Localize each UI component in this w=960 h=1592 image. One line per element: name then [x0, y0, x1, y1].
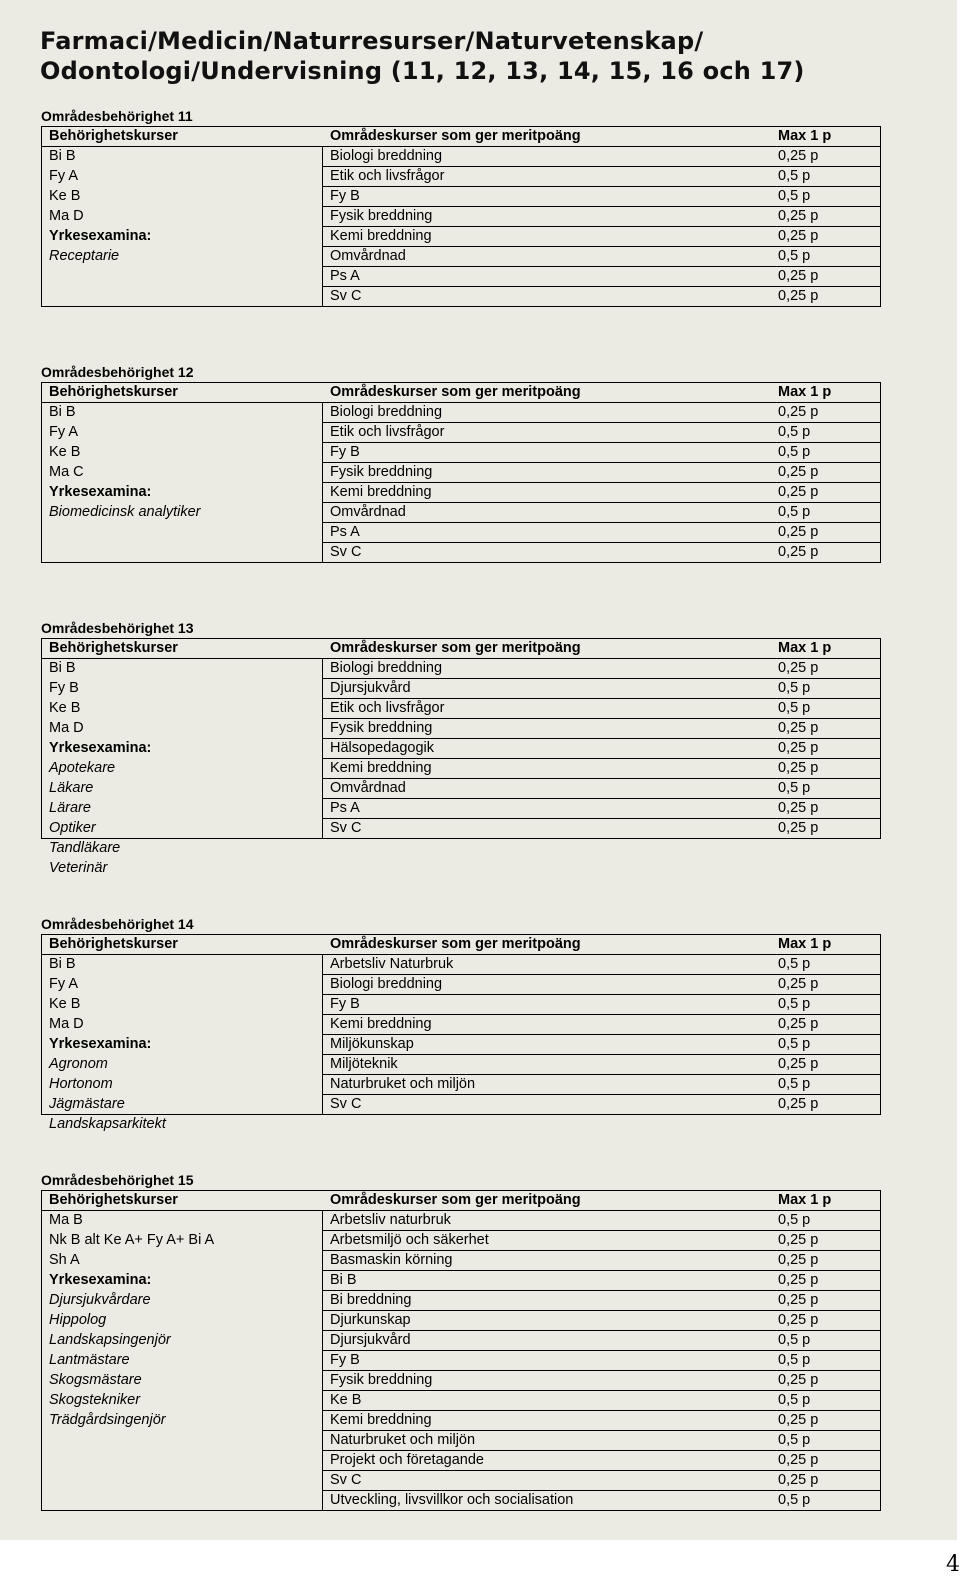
table-row	[41, 758, 881, 778]
behorighetskurs: Ke B	[49, 700, 81, 716]
omradeskurs-points: 0,25 p	[778, 1232, 819, 1248]
omradeskurs-points: 0,5 p	[778, 188, 811, 204]
section-omradesbehorighet-11	[41, 106, 881, 306]
omradeskurs-name: Hälsopedagogik	[330, 740, 434, 756]
omradeskurs-name: Omvårdnad	[330, 504, 406, 520]
table-row	[41, 994, 881, 1014]
omradeskurs-points: 0,5 p	[778, 1036, 811, 1052]
omradeskurs-points: 0,25 p	[778, 740, 819, 756]
omradeskurs-points: 0,25 p	[778, 484, 819, 500]
omradeskurs-name: Etik och livsfrågor	[330, 700, 445, 716]
omradeskurs-name: Naturbruket och miljön	[330, 1076, 476, 1092]
omradeskurs-name: Ps A	[330, 524, 360, 540]
table-row	[41, 1034, 881, 1054]
yrkesexamen-item: Läkare	[49, 780, 94, 796]
omradeskurs-name: Biologi breddning	[330, 148, 443, 164]
table-header	[41, 934, 881, 954]
omradeskurs-name: Fysik breddning	[330, 208, 433, 224]
table-row	[41, 1330, 881, 1350]
yrkesexamen-item: Trädgårdsingenjör	[49, 1412, 166, 1428]
table-row	[41, 206, 881, 226]
header-behorighetskurser: Behörighetskurser	[49, 128, 178, 144]
table-row	[41, 1350, 881, 1370]
yrkesexamina-heading: Yrkesexamina:	[49, 1036, 152, 1052]
behorighetskurs: Bi B	[49, 404, 76, 420]
omradeskurs-points: 0,5 p	[778, 1076, 811, 1092]
table-row	[41, 1450, 881, 1470]
behorighetskurs: Bi B	[49, 148, 76, 164]
yrkesexamina-heading: Yrkesexamina:	[49, 1272, 152, 1288]
omradeskurs-name: Sv C	[330, 1472, 362, 1488]
yrkesexamen-item: Hippolog	[49, 1312, 107, 1328]
table-row	[41, 166, 881, 186]
header-max-points: Max 1 p	[778, 1192, 832, 1208]
omradeskurs-points: 0,5 p	[778, 1212, 811, 1228]
header-behorighetskurser: Behörighetskurser	[49, 640, 178, 656]
omradeskurs-points: 0,25 p	[778, 1372, 819, 1388]
omradeskurs-points: 0,5 p	[778, 1392, 811, 1408]
table-row	[41, 246, 881, 266]
table-row	[41, 542, 881, 562]
omradeskurs-points: 0,25 p	[778, 1472, 819, 1488]
table-row	[41, 1230, 881, 1250]
title-line-1: Farmaci/Medicin/Naturresurser/Naturvetenskap/	[40, 27, 704, 55]
omradeskurs-points: 0,25 p	[778, 976, 819, 992]
behorighetskurs: Ke B	[49, 188, 81, 204]
page-number: 4	[946, 1552, 960, 1577]
behorighetskurs: Fy A	[49, 168, 79, 184]
omradeskurs-name: Sv C	[330, 1096, 362, 1112]
yrkesexamen-item: Apotekare	[49, 760, 116, 776]
title-line-2: Odontologi/Undervisning (11, 12, 13, 14, 15, 16 och 17)	[40, 57, 805, 85]
table-row	[41, 658, 881, 678]
yrkesexamen-item: Hortonom	[49, 1076, 113, 1092]
yrkesexamen-item: Skogstekniker	[49, 1392, 141, 1408]
section-omradesbehorighet-15	[41, 1170, 881, 1510]
omradeskurs-name: Basmaskin körning	[330, 1252, 453, 1268]
omradeskurs-points: 0,25 p	[778, 544, 819, 560]
omradeskurs-points: 0,5 p	[778, 1332, 811, 1348]
omradeskurs-name: Arbetsliv Naturbruk	[330, 956, 454, 972]
omradeskurs-points: 0,5 p	[778, 680, 811, 696]
section-title: Områdesbehörighet 11	[41, 108, 193, 124]
omradeskurs-points: 0,25 p	[778, 1272, 819, 1288]
omradeskurs-points: 0,25 p	[778, 1056, 819, 1072]
omradeskurs-name: Sv C	[330, 820, 362, 836]
omradeskurs-name: Naturbruket och miljön	[330, 1432, 476, 1448]
omradeskurs-points: 0,25 p	[778, 1292, 819, 1308]
omradeskurs-name: Fysik breddning	[330, 1372, 433, 1388]
omradeskurs-points: 0,25 p	[778, 800, 819, 816]
omradeskurs-name: Ke B	[330, 1392, 362, 1408]
omradeskurs-name: Etik och livsfrågor	[330, 424, 445, 440]
omradeskurs-name: Kemi breddning	[330, 484, 432, 500]
table-row	[41, 146, 881, 166]
table-row	[41, 1014, 881, 1034]
omradeskurs-name: Etik och livsfrågor	[330, 168, 445, 184]
omradeskurs-name: Arbetsliv naturbruk	[330, 1212, 451, 1228]
yrkesexamen-item: Veterinär	[49, 860, 108, 876]
table-row	[41, 698, 881, 718]
yrkesexamen-item: Djursjukvårdare	[49, 1292, 151, 1308]
yrkesexamen-item: Agronom	[49, 1056, 108, 1072]
omradeskurs-name: Ps A	[330, 268, 360, 284]
omradeskurs-points: 0,5 p	[778, 956, 811, 972]
table-row	[41, 1054, 881, 1074]
header-omradeskurser: Områdeskurser som ger meritpoäng	[330, 936, 581, 952]
omradeskurs-points: 0,5 p	[778, 780, 811, 796]
omradeskurs-points: 0,25 p	[778, 1016, 819, 1032]
table-row	[41, 1390, 881, 1410]
table-row	[41, 1430, 881, 1450]
yrkesexamina-heading: Yrkesexamina:	[49, 740, 152, 756]
omradeskurs-name: Biologi breddning	[330, 660, 443, 676]
omradeskurs-name: Sv C	[330, 288, 362, 304]
omradeskurs-points: 0,25 p	[778, 720, 819, 736]
table-row	[41, 462, 881, 482]
table-row	[41, 1410, 881, 1430]
omradeskurs-name: Kemi breddning	[330, 228, 432, 244]
omradeskurs-name: Biologi breddning	[330, 976, 443, 992]
behorighetskurs: Ke B	[49, 996, 81, 1012]
omradeskurs-points: 0,25 p	[778, 464, 819, 480]
omradeskurs-name: Djursjukvård	[330, 680, 411, 696]
section-omradesbehorighet-13	[41, 618, 881, 878]
omradeskurs-points: 0,5 p	[778, 1432, 811, 1448]
table-row	[41, 798, 881, 818]
omradeskurs-points: 0,25 p	[778, 524, 819, 540]
table-row	[41, 1210, 881, 1230]
omradeskurs-points: 0,25 p	[778, 404, 819, 420]
header-behorighetskurser: Behörighetskurser	[49, 936, 178, 952]
header-omradeskurser: Områdeskurser som ger meritpoäng	[330, 640, 581, 656]
table-row	[41, 1270, 881, 1290]
table-row	[41, 1250, 881, 1270]
header-omradeskurser: Områdeskurser som ger meritpoäng	[330, 1192, 581, 1208]
omradeskurs-name: Djursjukvård	[330, 1332, 411, 1348]
behorighetskurs: Bi B	[49, 660, 76, 676]
omradeskurs-name: Bi B	[330, 1272, 357, 1288]
header-max-points: Max 1 p	[778, 128, 832, 144]
yrkesexamen-item: Jägmästare	[49, 1096, 125, 1112]
table-row	[41, 974, 881, 994]
header-max-points: Max 1 p	[778, 384, 832, 400]
behorighetskurs: Ke B	[49, 444, 81, 460]
table-header	[41, 638, 881, 658]
omradeskurs-points: 0,25 p	[778, 1312, 819, 1328]
table-row	[41, 1470, 881, 1490]
table-row	[41, 1490, 881, 1510]
yrkesexamina-heading: Yrkesexamina:	[49, 484, 152, 500]
table-row	[41, 1114, 881, 1134]
behorighetskurs: Fy A	[49, 424, 79, 440]
behorighetskurs: Bi B	[49, 956, 76, 972]
omradeskurs-points: 0,25 p	[778, 660, 819, 676]
omradeskurs-name: Utveckling, livsvillkor och socialisation	[330, 1492, 574, 1508]
header-max-points: Max 1 p	[778, 640, 832, 656]
table-row	[41, 1290, 881, 1310]
section-title: Områdesbehörighet 12	[41, 364, 194, 380]
omradeskurs-points: 0,5 p	[778, 248, 811, 264]
table-header	[41, 126, 881, 146]
yrkesexamen-item: Receptarie	[49, 248, 120, 264]
omradeskurs-name: Djurkunskap	[330, 1312, 411, 1328]
section-title: Områdesbehörighet 15	[41, 1172, 194, 1188]
table-row	[41, 402, 881, 422]
omradeskurs-points: 0,25 p	[778, 1096, 819, 1112]
omradeskurs-points: 0,25 p	[778, 1452, 819, 1468]
behorighetskurs: Ma C	[49, 464, 84, 480]
table-row	[41, 502, 881, 522]
omradeskurs-name: Fysik breddning	[330, 464, 433, 480]
yrkesexamen-item: Landskapsingenjör	[49, 1332, 171, 1348]
omradeskurs-points: 0,25 p	[778, 288, 819, 304]
omradeskurs-name: Sv C	[330, 544, 362, 560]
table-row	[41, 838, 881, 858]
omradeskurs-name: Miljökunskap	[330, 1036, 414, 1052]
yrkesexamina-heading: Yrkesexamina:	[49, 228, 152, 244]
page-title	[40, 26, 805, 86]
omradeskurs-points: 0,5 p	[778, 1492, 811, 1508]
table-row	[41, 1370, 881, 1390]
omradeskurs-name: Fy B	[330, 188, 360, 204]
omradeskurs-points: 0,25 p	[778, 1252, 819, 1268]
header-max-points: Max 1 p	[778, 936, 832, 952]
table-row	[41, 818, 881, 838]
omradeskurs-points: 0,5 p	[778, 996, 811, 1012]
table-row	[41, 226, 881, 246]
omradeskurs-name: Omvårdnad	[330, 248, 406, 264]
behorighetskurs: Ma D	[49, 208, 84, 224]
behorighetskurs: Nk B alt Ke A+ Fy A+ Bi A	[49, 1232, 215, 1248]
table-row	[41, 954, 881, 974]
yrkesexamen-item: Skogsmästare	[49, 1372, 142, 1388]
yrkesexamen-item: Biomedicinsk analytiker	[49, 504, 201, 520]
table-row	[41, 482, 881, 502]
behorighetskurs: Fy A	[49, 976, 79, 992]
yrkesexamen-item: Lantmästare	[49, 1352, 130, 1368]
yrkesexamen-item: Tandläkare	[49, 840, 121, 856]
omradeskurs-points: 0,25 p	[778, 228, 819, 244]
yrkesexamen-item: Optiker	[49, 820, 96, 836]
omradeskurs-points: 0,25 p	[778, 820, 819, 836]
omradeskurs-name: Kemi breddning	[330, 1016, 432, 1032]
omradeskurs-name: Fy B	[330, 996, 360, 1012]
behorighetskurs: Ma D	[49, 720, 84, 736]
omradeskurs-points: 0,25 p	[778, 1412, 819, 1428]
omradeskurs-points: 0,5 p	[778, 504, 811, 520]
omradeskurs-name: Fy B	[330, 1352, 360, 1368]
table-row	[41, 1074, 881, 1094]
table-row	[41, 266, 881, 286]
table-row	[41, 422, 881, 442]
omradeskurs-name: Arbetsmiljö och säkerhet	[330, 1232, 489, 1248]
table-row	[41, 678, 881, 698]
omradeskurs-points: 0,25 p	[778, 760, 819, 776]
omradeskurs-name: Ps A	[330, 800, 360, 816]
omradeskurs-points: 0,5 p	[778, 700, 811, 716]
behorighetskurs: Ma D	[49, 1016, 84, 1032]
omradeskurs-points: 0,5 p	[778, 424, 811, 440]
section-title: Områdesbehörighet 14	[41, 916, 194, 932]
header-omradeskurser: Områdeskurser som ger meritpoäng	[330, 384, 581, 400]
section-omradesbehorighet-12	[41, 362, 881, 562]
section-title: Områdesbehörighet 13	[41, 620, 194, 636]
table-row	[41, 778, 881, 798]
yrkesexamen-item: Landskapsarkitekt	[49, 1116, 166, 1132]
header-behorighetskurser: Behörighetskurser	[49, 1192, 178, 1208]
table-row	[41, 522, 881, 542]
yrkesexamen-item: Lärare	[49, 800, 91, 816]
omradeskurs-name: Omvårdnad	[330, 780, 406, 796]
omradeskurs-points: 0,5 p	[778, 1352, 811, 1368]
omradeskurs-points: 0,5 p	[778, 168, 811, 184]
behorighetskurs: Ma B	[49, 1212, 83, 1228]
table-row	[41, 186, 881, 206]
omradeskurs-name: Fy B	[330, 444, 360, 460]
omradeskurs-name: Miljöteknik	[330, 1056, 398, 1072]
table-row	[41, 1310, 881, 1330]
behorighetskurs: Sh A	[49, 1252, 80, 1268]
table-row	[41, 738, 881, 758]
omradeskurs-name: Fysik breddning	[330, 720, 433, 736]
header-behorighetskurser: Behörighetskurser	[49, 384, 178, 400]
header-omradeskurser: Områdeskurser som ger meritpoäng	[330, 128, 581, 144]
table-header	[41, 1190, 881, 1210]
omradeskurs-points: 0,25 p	[778, 268, 819, 284]
omradeskurs-name: Kemi breddning	[330, 760, 432, 776]
section-omradesbehorighet-14	[41, 914, 881, 1134]
omradeskurs-points: 0,25 p	[778, 148, 819, 164]
table-header	[41, 382, 881, 402]
omradeskurs-name: Biologi breddning	[330, 404, 443, 420]
omradeskurs-points: 0,5 p	[778, 444, 811, 460]
table-row	[41, 286, 881, 306]
omradeskurs-name: Bi breddning	[330, 1292, 412, 1308]
omradeskurs-name: Projekt och företagande	[330, 1452, 484, 1468]
omradeskurs-points: 0,25 p	[778, 208, 819, 224]
omradeskurs-name: Kemi breddning	[330, 1412, 432, 1428]
behorighetskurs: Fy B	[49, 680, 79, 696]
table-row	[41, 442, 881, 462]
table-row	[41, 1094, 881, 1114]
table-row	[41, 858, 881, 878]
table-row	[41, 718, 881, 738]
